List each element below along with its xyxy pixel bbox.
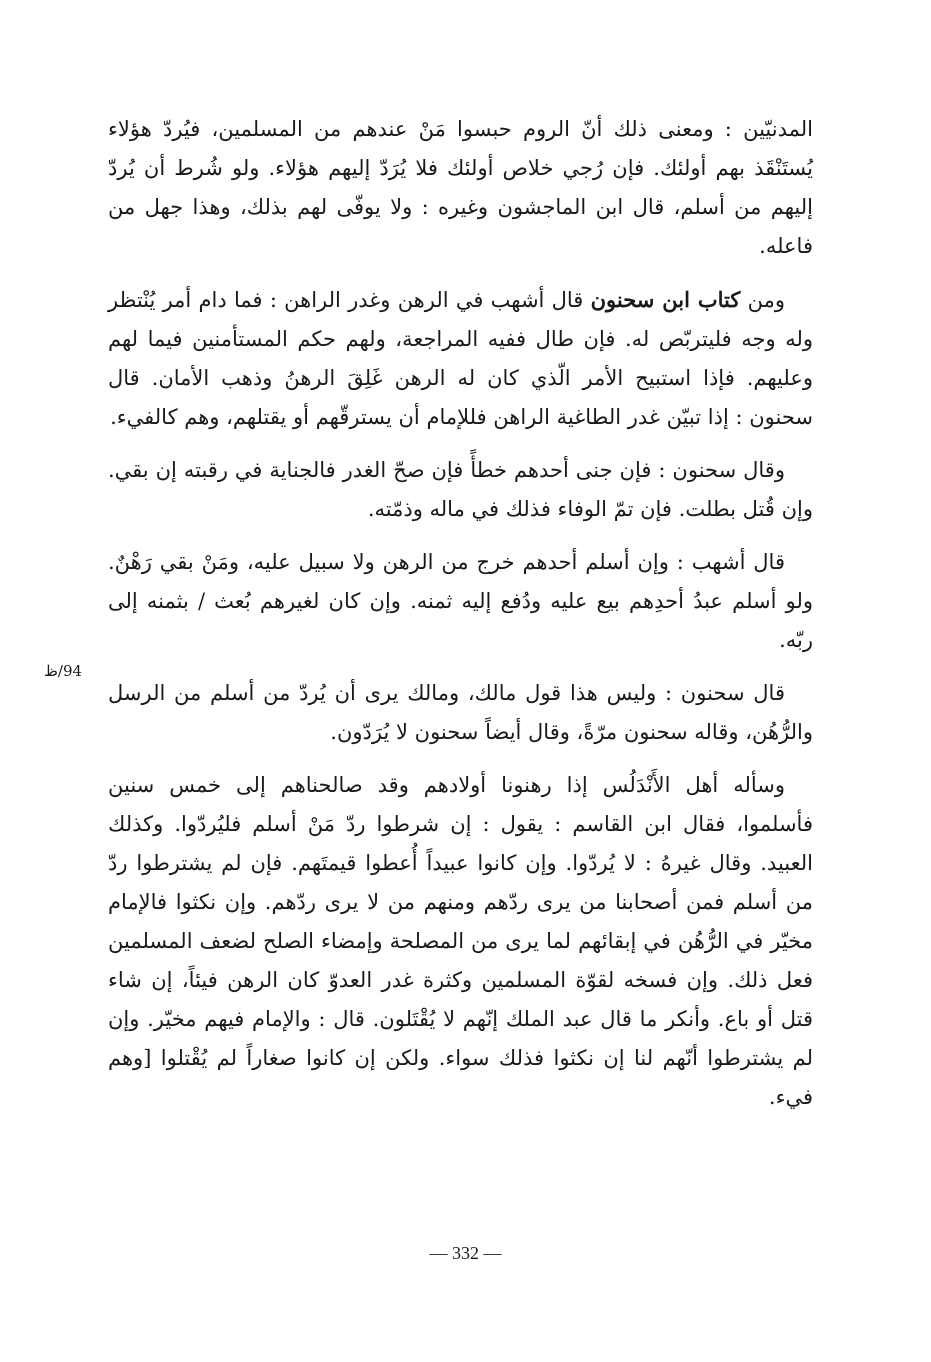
paragraph-2 (108, 280, 813, 437)
page-number: — 332 — (429, 1243, 502, 1263)
paragraph-3: وقال سحنون : فإن جنى أحدهم خطأً فإن صحّ الغدر فالجناية في رقبته إن بقي. وإن قُتل بطلت. فإن تمّ الوفاء فذلك في ماله وذمّته. (108, 458, 813, 521)
book-title-bold: كتاب ابن سحنون (590, 287, 741, 312)
paragraph-2-rest: قال أشهب في الرهن وغدر الراهن : فما دام أمر يُنْتظر وله وجه فليتربّص له. فإن طال ففيه المراجعة، ولهم حكم المستأمنين فيما لهم وعليهم. فإذا استبيح الأمر الّذي كان له الرهن غَلِقَ الرهنُ وذهب الأمان. قال سحنون : إذا تبيّن غدر الطاغية الراهن فللإمام أن يسترقّهم أو يقتلهم، وهم كالفيء. (108, 288, 813, 429)
paragraph-4: قال أشهب : وإن أسلم أحدهم خرج من الرهن ولا سبيل عليه، ومَنْ بقي رَهْنٌ. ولو أسلم عبدُ أحدِهم بيع عليه ودُفع إليه ثمنه. وإن كان لغيرهم بُعث / بثمنه إلى ربّه. (108, 550, 813, 652)
body-text (108, 110, 813, 1131)
folio-margin-note: 94/ظ (44, 662, 83, 680)
paragraph-6: وسأله أهل الأَنْدَلُس إذا رهنونا أولادهم وقد صالحناهم إلى خمس سنين فأسلموا، فقال ابن القاسم : يقول : إن شرطوا ردّ مَنْ أسلم فليُردّوا. وكذلك العبيد. وقال غيرهُ : لا يُردّوا. وإن كانوا عبيداً أُعطوا قيمتَهم. فإن لم يشترطوا ردّ من أسلم فمن أصحابنا من يرى ردّهم ومنهم من لا يرى ردّهم. وإن نكثوا فالإمام مخيّر في الرُّهُن في إبقائهم لما يرى من المصلحة وإمضاء الصلح لضعف المسلمين فعل ذلك. وإن فسخه لقوّة المسلمين وكثرة غدر العدوّ كان الرهن فيئاً، إن شاء قتل أو باع. وأنكر ما قال عبد الملك إنّهم لا يُقْتَلون. قال : والإمام فيهم مخيّر. وإن لم يشترطوا أنّهم لنا إن نكثوا فذلك سواء. ولكن إن كانوا صغاراً لم يُقْتلوا [وهم فيء. (108, 773, 813, 1109)
paragraph-2-lead: ومن (740, 288, 785, 312)
paragraph-5: قال سحنون : وليس هذا قول مالك، ومالك يرى أن يُردّ من أسلم من الرسل والرُّهُن، وقاله سحنون مرّةً، وقال أيضاً سحنون لا يُرَدّون. (108, 681, 813, 744)
paragraph-1: المدنيّين : ومعنى ذلك أنّ الروم حبسوا مَنْ عندهم من المسلمين، فيُردّ هؤلاء يُستَنْقَذ بهم أولئك. فإن رُجي خلاص أولئك فلا يُرَدّ إليهم هؤلاء. ولو شُرط أن يُردّ إليهم من أسلم، قال ابن الماجشون وغيره : ولا يوفّى لهم بذلك، وهذا جهل من فاعله. (108, 117, 813, 258)
